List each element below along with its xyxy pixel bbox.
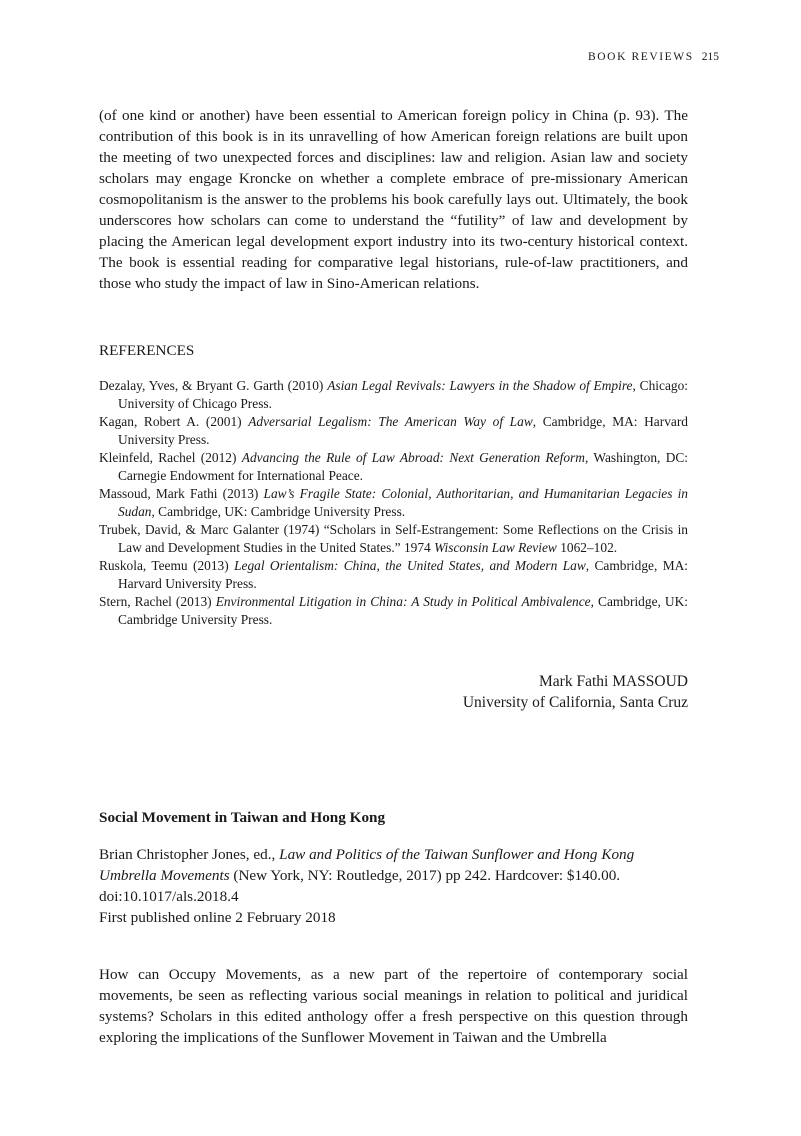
reference-item: Stern, Rachel (2013) Environmental Litigation in China: A Study in Political Ambivalence, Cambridge, UK: Cambridge University Press. [99, 594, 688, 627]
intro-section [99, 105, 688, 294]
page-number: 215 [701, 51, 719, 63]
reference-item: Trubek, David, & Marc Galanter (1974) “Scholars in Self-Estrangement: Some Reflections on the Crisis in Law and Development Studies in the United States.” 1974 Wisconsin Law Review 1062–102. [99, 522, 688, 555]
reviewer-name: Mark Fathi MASSOUD [539, 673, 688, 690]
reference-item: Massoud, Mark Fathi (2013) Law’s Fragile State: Colonial, Authoritarian, and Humanitarian Legacies in Sudan, Cambridge, UK: Cambridge University Press. [99, 486, 688, 519]
reference-item: Kleinfeld, Rachel (2012) Advancing the Rule of Law Abroad: Next Generation Reform, Washington, DC: Carnegie Endowment for International Peace. [99, 450, 689, 483]
citation-title: Law and Politics of the Taiwan Sunflower and Hong Kong [279, 846, 635, 863]
citation-details: (New York, NY: Routledge, 2017) pp 242. Hardcover: $140.00. [229, 867, 621, 884]
publication-date: First published online 2 February 2018 [99, 909, 336, 926]
opening-paragraph: How can Occupy Movements, as a new part of the repertoire of contemporary social movements, be seen as reflecting various social meanings in relation to political and juridical systems? Scholars in this edited anthology offer a fresh perspective on this question through exploring the implications of the Sunflower Movement in Taiwan and the Umbrella [99, 966, 688, 1046]
section-title: Social Movement in Taiwan and Hong Kong [99, 809, 386, 826]
reference-item: Ruskola, Teemu (2013) Legal Orientalism: China, the United States, and Modern Law, Cambridge, MA: Harvard University Press. [99, 558, 689, 591]
reviewer-affiliation: University of California, Santa Cruz [462, 694, 688, 711]
reference-item: Kagan, Robert A. (2001) Adversarial Legalism: The American Way of Law, Cambridge, MA: Harvard University Press. [99, 414, 688, 447]
references-list [99, 377, 688, 629]
reference-item: Dezalay, Yves, & Bryant G. Garth (2010) Asian Legal Revivals: Lawyers in the Shadow of Empire, Chicago: University of Chicago Press. [99, 378, 688, 411]
signature-block [463, 671, 688, 713]
running-title: BOOK REVIEWS [587, 51, 694, 63]
intro-paragraph: (of one kind or another) have been essential to American foreign policy in China (p. 93). The contribution of this book is in its unravelling of how American foreign relations are built upon the meeting of two unexpected forces and disciplines: law and religion. Asian law and society scholars may engage Kroncke on whether a complete embrace of pre-missionary American cosmopolitanism is the answer to the problems his book carefully lays out. Ultimately, the book underscores how scholars can come to understand the “futility” of law and development by placing the American legal development export industry into its two-century historical context. The book is essential reading for comparative legal historians, rule-of-law practitioners, and those who study the impact of law in Sino-American relations. [99, 107, 688, 292]
review-opening [99, 964, 688, 1048]
citation-author: Brian Christopher Jones, ed., [99, 846, 280, 863]
citation-title-cont: Umbrella Movements [99, 867, 230, 884]
book-citation [99, 844, 699, 928]
references-heading: REFERENCES [99, 342, 195, 359]
doi: doi:10.1017/als.2018.4 [99, 888, 239, 905]
running-head [588, 51, 719, 63]
